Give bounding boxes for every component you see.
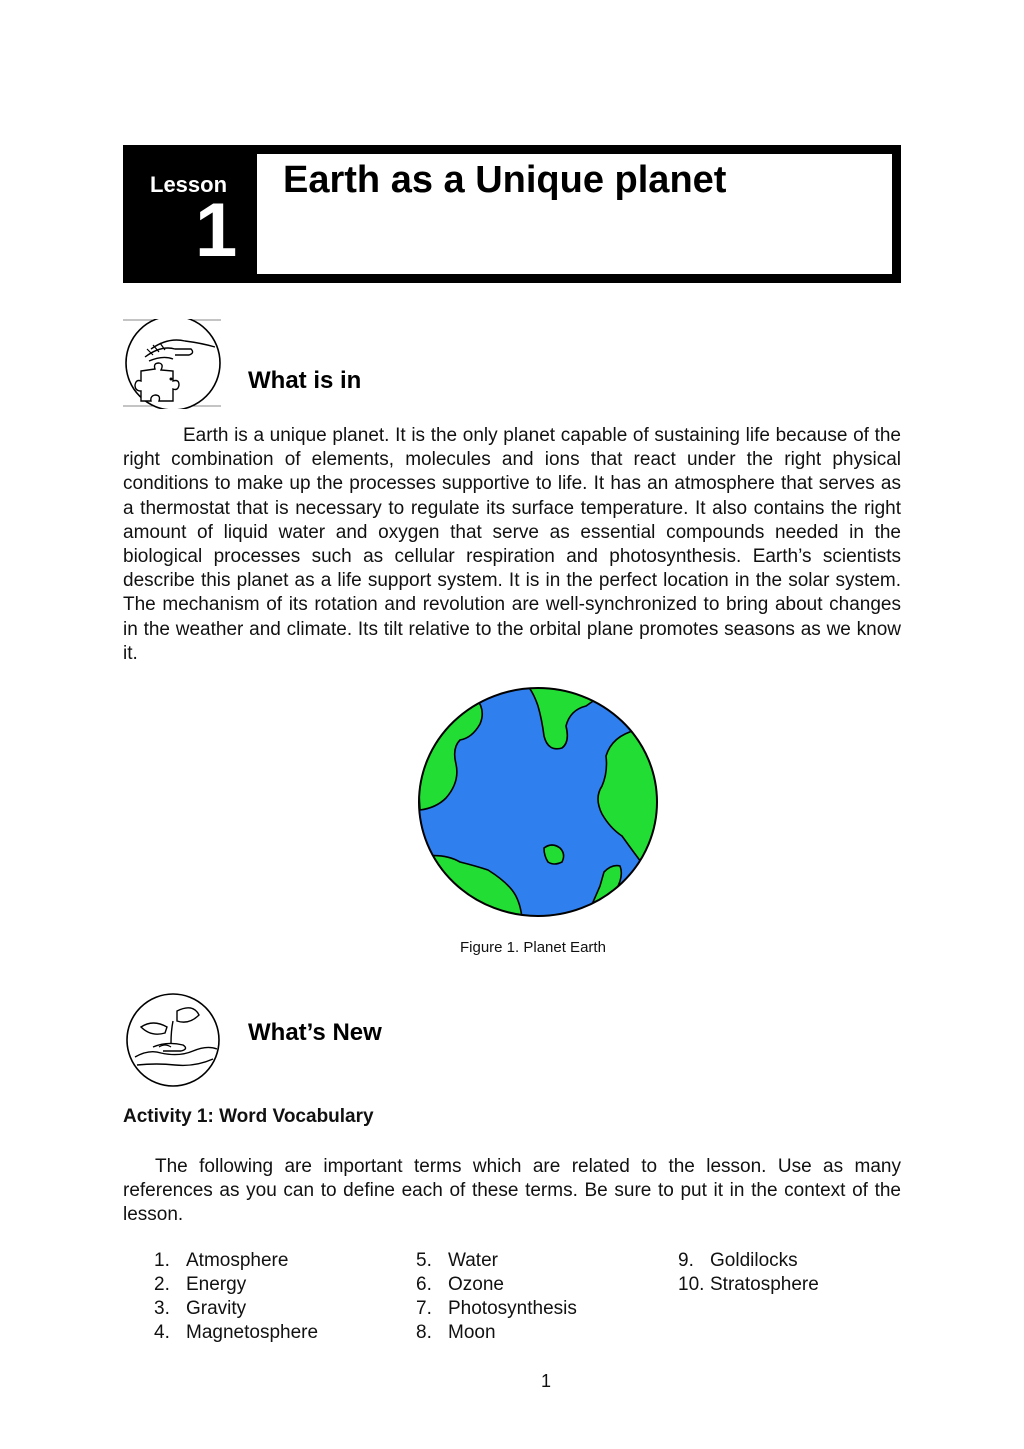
vocabulary-column-3 (678, 1249, 819, 1297)
vocabulary-item: 8. Moon (416, 1322, 496, 1343)
lesson-label: Lesson (150, 172, 228, 197)
vocabulary-item: 1. Atmosphere (154, 1250, 289, 1271)
hand-puzzle-icon (123, 319, 219, 415)
lesson-title: Earth as a Unique planet (283, 159, 727, 201)
vocabulary-item: 7. Photosynthesis (416, 1298, 577, 1319)
section-heading-whats-new: What’s New (248, 1019, 382, 1046)
vocabulary-item: 9. Goldilocks (678, 1250, 798, 1271)
activity-instructions-text: The following are important terms which are related to the lesson. Use as many references as you can to define each of these terms. Be sure to put it in the context of the lesson. (123, 1156, 901, 1226)
activity-instructions (123, 1155, 901, 1228)
lesson-number: 1 (195, 188, 238, 273)
vocabulary-item: 6. Ozone (416, 1274, 504, 1295)
vocabulary-item: 4. Magnetosphere (154, 1322, 319, 1343)
lesson-header (123, 145, 901, 283)
vocabulary-column-1 (154, 1249, 318, 1345)
vocabulary-item: 5. Water (416, 1250, 498, 1271)
figure-caption: Figure 1. Planet Earth (460, 939, 606, 956)
vocabulary-column-2 (416, 1249, 577, 1345)
vocabulary-item: 3. Gravity (154, 1298, 247, 1319)
section-heading-what-is-in: What is in (248, 367, 362, 394)
hand-seedling-icon (123, 991, 219, 1087)
vocabulary-item: 10. Stratosphere (678, 1274, 819, 1295)
what-is-in-paragraph (123, 424, 901, 666)
earth-illustration (416, 686, 662, 918)
activity-title: Activity 1: Word Vocabulary (123, 1106, 374, 1127)
vocabulary-item: 2. Energy (154, 1274, 247, 1295)
what-is-in-text: Earth is a unique planet. It is the only planet capable of sustaining life because of the right combination of elements, molecules and ions that react under the right physical conditions to make up the processes supportive to life. It has an atmosphere that serves as a thermostat that is necessary to regulate its surface temperature. It also contains the right amount of liquid water and oxygen that serve as essential compounds needed in the biological processes such as cellular respiration and photosynthesis. Earth’s scientists describe this planet as a life support system. It is in the perfect location in the solar system. The mechanism of its rotation and revolution are well-synchronized to bring about changes in the weather and climate. Its tilt relative to the orbital plane promotes seasons as we know it. (123, 425, 901, 664)
page-number: 1 (540, 1371, 551, 1391)
